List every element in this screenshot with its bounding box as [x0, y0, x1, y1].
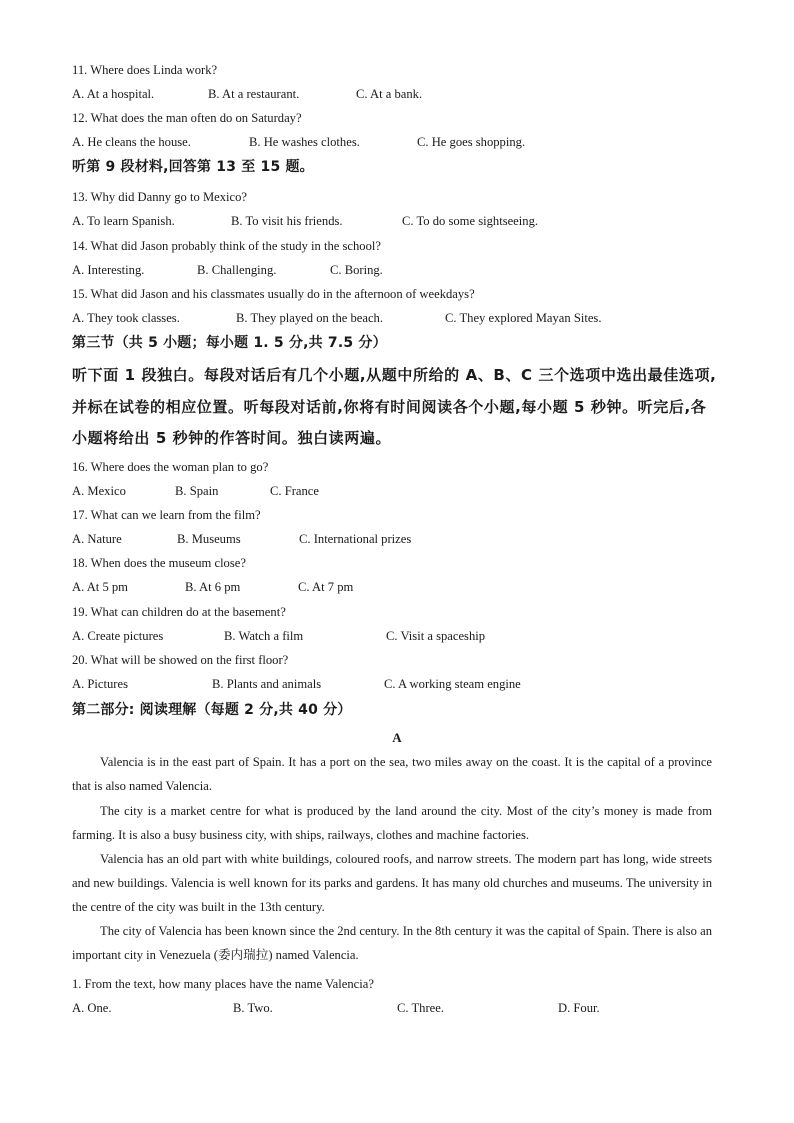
option-19b: B. Watch a film	[224, 629, 304, 643]
section3-instructions-line3: 小题将给出 5 秒钟的作答时间。独白读两遍。	[72, 429, 392, 447]
question-15: 15. What did Jason and his classmates usually do in the afternoon of weekdays?	[72, 287, 475, 301]
option-18c: C. At 7 pm	[298, 580, 354, 594]
option-19a: A. Create pictures	[72, 629, 164, 643]
option-16c: C. France	[270, 484, 319, 498]
option-17c: C. International prizes	[299, 532, 412, 546]
option-13a: A. To learn Spanish.	[72, 214, 175, 228]
option-17a: A. Nature	[72, 532, 122, 546]
option-15a: A. They took classes.	[72, 311, 180, 325]
option-14b: B. Challenging.	[197, 263, 277, 277]
option-14c: C. Boring.	[330, 263, 383, 277]
question-13: 13. Why did Danny go to Mexico?	[72, 190, 248, 204]
option-11b: B. At a restaurant.	[208, 87, 300, 101]
passage-paragraph-4: The city of Valencia has been known since the 2nd century. In the 8th century it was the capital of Spain. There is also an important city in Venezuela (委内瑞拉) named Valencia.	[72, 924, 712, 962]
option-11a: A. At a hospital.	[72, 87, 155, 101]
section3-instructions-line1: 听下面 1 段独白。每段对话后有几个小题,从题中所给的 A、B、C 三个选项中选出最佳选项,	[72, 366, 717, 384]
option-15b: B. They played on the beach.	[236, 311, 383, 325]
question-19: 19. What can children do at the basement?	[72, 605, 286, 619]
passage-label: A	[392, 730, 402, 745]
option-15c: C. They explored Mayan Sites.	[445, 311, 602, 325]
option-18b: B. At 6 pm	[185, 580, 241, 594]
option-17b: B. Museums	[177, 532, 241, 546]
question-16: 16. Where does the woman plan to go?	[72, 460, 269, 474]
option-12c: C. He goes shopping.	[417, 135, 526, 149]
option-11c: C. At a bank.	[356, 87, 423, 101]
part2-title: 第二部分: 阅读理解（每题 2 分,共 40 分）	[72, 702, 352, 718]
option-20b: B. Plants and animals	[212, 677, 322, 691]
question-14: 14. What did Jason probably think of the study in the school?	[72, 239, 381, 253]
passage-paragraph-3: Valencia has an old part with white buildings, coloured roofs, and narrow streets. The modern part has long, wide streets and new buildings. Valencia is well known for its parks and gardens. It has many old churches and museums. The university in the centre of the city was built in the 13th century.	[72, 852, 712, 914]
option-16a: A. Mexico	[72, 484, 126, 498]
reading-question-1: 1. From the text, how many places have the name Valencia?	[72, 977, 374, 991]
question-18: 18. When does the museum close?	[72, 556, 246, 570]
passage-paragraph-2: The city is a market centre for what is produced by the land around the city. Most of the city’s money is made from farming. It is also a busy business city, with ships, railways, clothes and machine factories.	[72, 804, 712, 842]
question-17: 17. What can we learn from the film?	[72, 508, 261, 522]
option-13b: B. To visit his friends.	[231, 214, 343, 228]
option-r1d: D. Four.	[558, 1001, 600, 1015]
section3-instructions-line2: 并标在试卷的相应位置。听每段对话前,你将有时间阅读各个小题,每小题 5 秒钟。听完后,各	[72, 398, 707, 416]
option-19c: C. Visit a spaceship	[386, 629, 486, 643]
option-20a: A. Pictures	[72, 677, 128, 691]
heading-passage-9: 听第 9 段材料,回答第 13 至 15 题。	[72, 159, 314, 175]
section3-title: 第三节（共 5 小题；每小题 1. 5 分,共 7.5 分）	[72, 335, 387, 351]
question-12: 12. What does the man often do on Saturday?	[72, 111, 302, 125]
option-20c: C. A working steam engine	[384, 677, 521, 691]
passage-paragraph-1: Valencia is in the east part of Spain. It has a port on the sea, two miles away on the coast. It is the capital of a province that is also named Valencia.	[72, 755, 712, 793]
option-12b: B. He washes clothes.	[249, 135, 360, 149]
option-18a: A. At 5 pm	[72, 580, 128, 594]
option-14a: A. Interesting.	[72, 263, 145, 277]
option-16b: B. Spain	[175, 484, 219, 498]
option-r1b: B. Two.	[233, 1001, 273, 1015]
option-r1c: C. Three.	[397, 1001, 444, 1015]
question-11: 11. Where does Linda work?	[72, 63, 218, 77]
question-20: 20. What will be showed on the first floor?	[72, 653, 289, 667]
option-r1a: A. One.	[72, 1001, 112, 1015]
option-12a: A. He cleans the house.	[72, 135, 191, 149]
option-13c: C. To do some sightseeing.	[402, 214, 539, 228]
